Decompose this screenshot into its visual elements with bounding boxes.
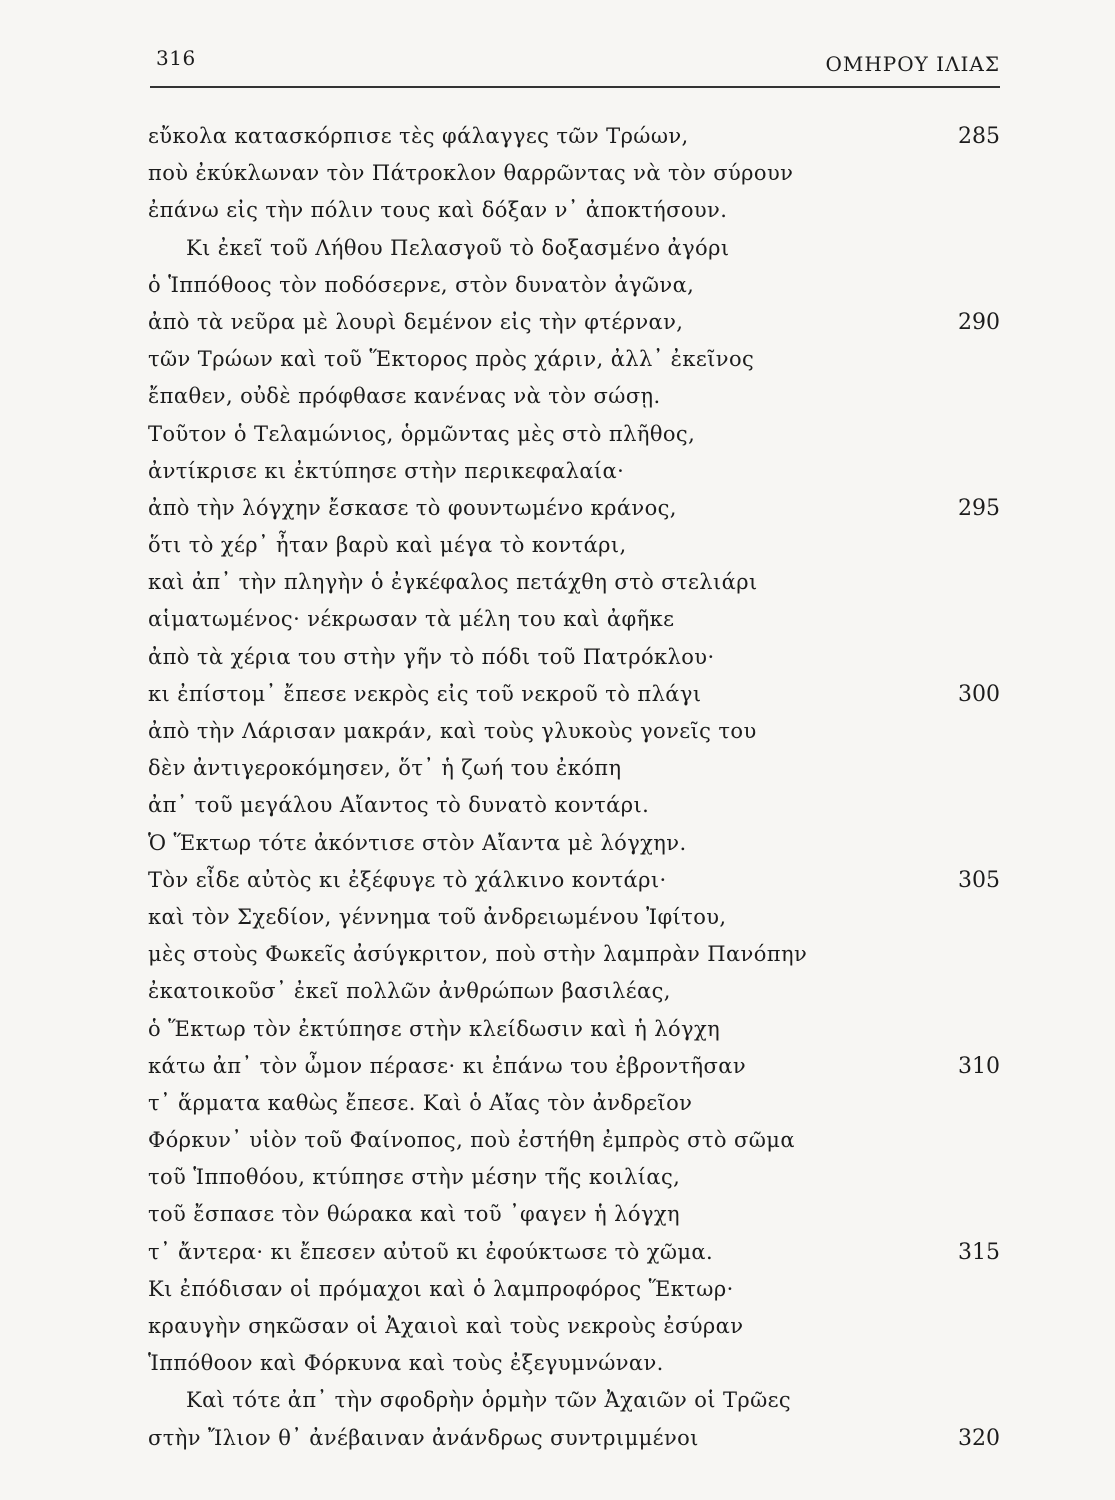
verse-line bbox=[148, 564, 1000, 601]
verse-line bbox=[148, 416, 1000, 453]
verse-line bbox=[148, 527, 1000, 564]
verse-text: τοῦ ἔσπασε τὸν θώρακα καὶ τοῦ ᾽φαγεν ἡ λόγχη bbox=[148, 1202, 680, 1227]
verse-text: καὶ τὸν Σχεδίον, γέννημα τοῦ ἀνδρειωμένου Ἰφίτου, bbox=[148, 904, 727, 929]
page-number: 316 bbox=[156, 46, 196, 70]
verse-line bbox=[148, 453, 1000, 490]
verse-line bbox=[148, 490, 1000, 527]
verse-line bbox=[148, 862, 1000, 899]
verse-text: αἱματωμένος· νέκρωσαν τὰ μέλη του καὶ ἀφῆκε bbox=[148, 607, 675, 632]
line-number: 315 bbox=[958, 1239, 1000, 1265]
verse-line bbox=[148, 1234, 1000, 1271]
verse-text: ἀντίκρισε κι ἐκτύπησε στὴν περικεφαλαία· bbox=[148, 458, 625, 483]
line-number: 290 bbox=[958, 309, 1000, 335]
verse-text: ποὺ ἐκύκλωναν τὸν Πάτροκλον θαρρῶντας νὰ τὸν σύρουν bbox=[148, 161, 794, 186]
verse-line bbox=[148, 1011, 1000, 1048]
verse-text: καὶ ἀπ᾽ τὴν πληγὴν ὁ ἐγκέφαλος πετάχθη στὸ στελιάρι bbox=[148, 570, 758, 595]
verse-line bbox=[148, 936, 1000, 973]
verse-line bbox=[148, 973, 1000, 1010]
line-number: 295 bbox=[958, 495, 1000, 521]
verse-text: Τὸν εἶδε αὐτὸς κι ἐξέφυγε τὸ χάλκινο κοντάρι· bbox=[148, 867, 667, 892]
verse-line bbox=[148, 267, 1000, 304]
verse-text: ἀπὸ τὰ χέρια του στὴν γῆν τὸ πόδι τοῦ Πατρόκλου· bbox=[148, 644, 715, 669]
verse-text: τῶν Τρώων καὶ τοῦ Ἕκτορος πρὸς χάριν, ἀλλ᾽ ἐκεῖνος bbox=[148, 347, 755, 372]
verse-line bbox=[148, 1122, 1000, 1159]
running-title: ΟΜΗΡΟΥ ΙΛΙΑΣ bbox=[825, 52, 1000, 76]
verse-text: ὁ Ἕκτωρ τὸν ἐκτύπησε στὴν κλείδωσιν καὶ ἡ λόγχη bbox=[148, 1016, 721, 1041]
line-number: 285 bbox=[958, 124, 1000, 149]
verse-line bbox=[148, 341, 1000, 378]
verse-line bbox=[148, 1196, 1000, 1233]
verse-line bbox=[148, 825, 1000, 862]
verse-line bbox=[148, 899, 1000, 936]
verse-line bbox=[148, 1345, 1000, 1382]
verse-line bbox=[148, 1048, 1000, 1085]
verse-line bbox=[148, 118, 1000, 155]
verse-line bbox=[148, 155, 1000, 192]
verse-text: ἀπὸ τὴν Λάρισαν μακράν, καὶ τοὺς γλυκοὺς γονεῖς του bbox=[148, 719, 757, 743]
verse-text: ἀπὸ τὰ νεῦρα μὲ λουρὶ δεμένον εἰς τὴν φτέρναν, bbox=[148, 309, 684, 334]
line-number: 310 bbox=[958, 1053, 1000, 1079]
verse-text: ἀπ᾽ τοῦ μεγάλου Αἴαντος τὸ δυνατὸ κοντάρι. bbox=[148, 793, 650, 818]
verse-line bbox=[148, 378, 1000, 415]
verse-text: τοῦ Ἱπποθόου, κτύπησε στὴν μέσην τῆς κοιλίας, bbox=[148, 1165, 681, 1190]
verse-text: μὲς στοὺς Φωκεῖς ἀσύγκριτον, ποὺ στὴν λαμπρὰν Πανόπην bbox=[148, 942, 808, 967]
verse-text: ὁ Ἱππόθοος τὸν ποδόσερνε, στὸν δυνατὸν ἀγῶνα, bbox=[148, 272, 695, 297]
verse-text: Κι ἐπόδισαν οἱ πρόμαχοι καὶ ὁ λαμπροφόρος Ἕκτωρ· bbox=[148, 1276, 734, 1301]
verse-line bbox=[148, 1308, 1000, 1345]
page-header bbox=[150, 40, 1000, 88]
verse-line bbox=[148, 676, 1000, 713]
verse-line bbox=[148, 787, 1000, 824]
verse-line bbox=[148, 1382, 1000, 1419]
line-number: 305 bbox=[958, 867, 1000, 893]
verse-text: Ὁ Ἕκτωρ τότε ἀκόντισε στὸν Αἴαντα μὲ λόγχην. bbox=[148, 830, 687, 855]
verse-line bbox=[148, 1420, 1000, 1457]
verse-text: ὅτι τὸ χέρ᾽ ἦταν βαρὺ καὶ μέγα τὸ κοντάρι, bbox=[148, 533, 627, 558]
line-number: 320 bbox=[958, 1425, 1000, 1451]
verse-text: Φόρκυν᾽ υἱὸν τοῦ Φαίνοπος, ποὺ ἐστήθη ἐμπρὸς στὸ σῶμα bbox=[148, 1128, 795, 1153]
verse-text: Τοῦτον ὁ Τελαμώνιος, ὁρμῶντας μὲς στὸ πλῆθος, bbox=[148, 421, 696, 446]
verse-line bbox=[148, 304, 1000, 341]
poem-text bbox=[148, 118, 1000, 1457]
verse-text: δὲν ἀντιγεροκόμησεν, ὅτ᾽ ἡ ζωή του ἐκόπη bbox=[148, 756, 622, 781]
verse-line bbox=[148, 713, 1000, 750]
verse-line bbox=[148, 1271, 1000, 1308]
verse-line bbox=[148, 1159, 1000, 1196]
verse-text: Ἱππόθοον καὶ Φόρκυνα καὶ τοὺς ἐξεγυμνώναν. bbox=[148, 1351, 664, 1376]
verse-line bbox=[148, 750, 1000, 787]
verse-text: κάτω ἀπ᾽ τὸν ὦμον πέρασε· κι ἐπάνω του ἐβροντῆσαν bbox=[148, 1053, 747, 1078]
verse-text: κι ἐπίστομ᾽ ἔπεσε νεκρὸς εἰς τοῦ νεκροῦ τὸ πλάγι bbox=[148, 681, 702, 706]
verse-line bbox=[148, 1085, 1000, 1122]
line-number: 300 bbox=[958, 681, 1000, 707]
verse-text: στὴν Ἴλιον θ᾽ ἀνέβαιναν ἀνάνδρως συντριμμένοι bbox=[148, 1425, 699, 1450]
verse-text: τ᾽ ἅρματα καθὼς ἔπεσε. Καὶ ὁ Αἴας τὸν ἀνδρεῖον bbox=[148, 1090, 693, 1115]
verse-line bbox=[148, 230, 1000, 267]
verse-text: Καὶ τότε ἀπ᾽ τὴν σφοδρὴν ὁρμὴν τῶν Ἀχαιῶν οἱ Τρῶες bbox=[186, 1388, 792, 1413]
verse-text: ἔπαθεν, οὐδὲ πρόφθασε κανένας νὰ τὸν σώσῃ. bbox=[148, 384, 661, 409]
verse-text: Κι ἐκεῖ τοῦ Λήθου Πελασγοῦ τὸ δοξασμένο ἀγόρι bbox=[186, 235, 730, 260]
verse-text: τ᾽ ἄντερα· κι ἔπεσεν αὐτοῦ κι ἐφούκτωσε τὸ χῶμα. bbox=[148, 1239, 714, 1264]
verse-line bbox=[148, 192, 1000, 229]
verse-text: εὔκολα κατασκόρπισε τὲς φάλαγγες τῶν Τρώων, bbox=[148, 124, 689, 148]
verse-text: ἀπὸ τὴν λόγχην ἔσκασε τὸ φουντωμένο κράνος, bbox=[148, 495, 677, 520]
verse-text: κραυγὴν σηκῶσαν οἱ Ἀχαιοὶ καὶ τοὺς νεκροὺς ἐσύραν bbox=[148, 1314, 744, 1338]
verse-line bbox=[148, 601, 1000, 638]
verse-text: ἐκατοικοῦσ᾽ ἐκεῖ πολλῶν ἀνθρώπων βασιλέας, bbox=[148, 979, 671, 1004]
verse-text: ἐπάνω εἰς τὴν πόλιν τους καὶ δόξαν ν᾽ ἀποκτήσουν. bbox=[148, 198, 728, 223]
verse-line bbox=[148, 639, 1000, 676]
